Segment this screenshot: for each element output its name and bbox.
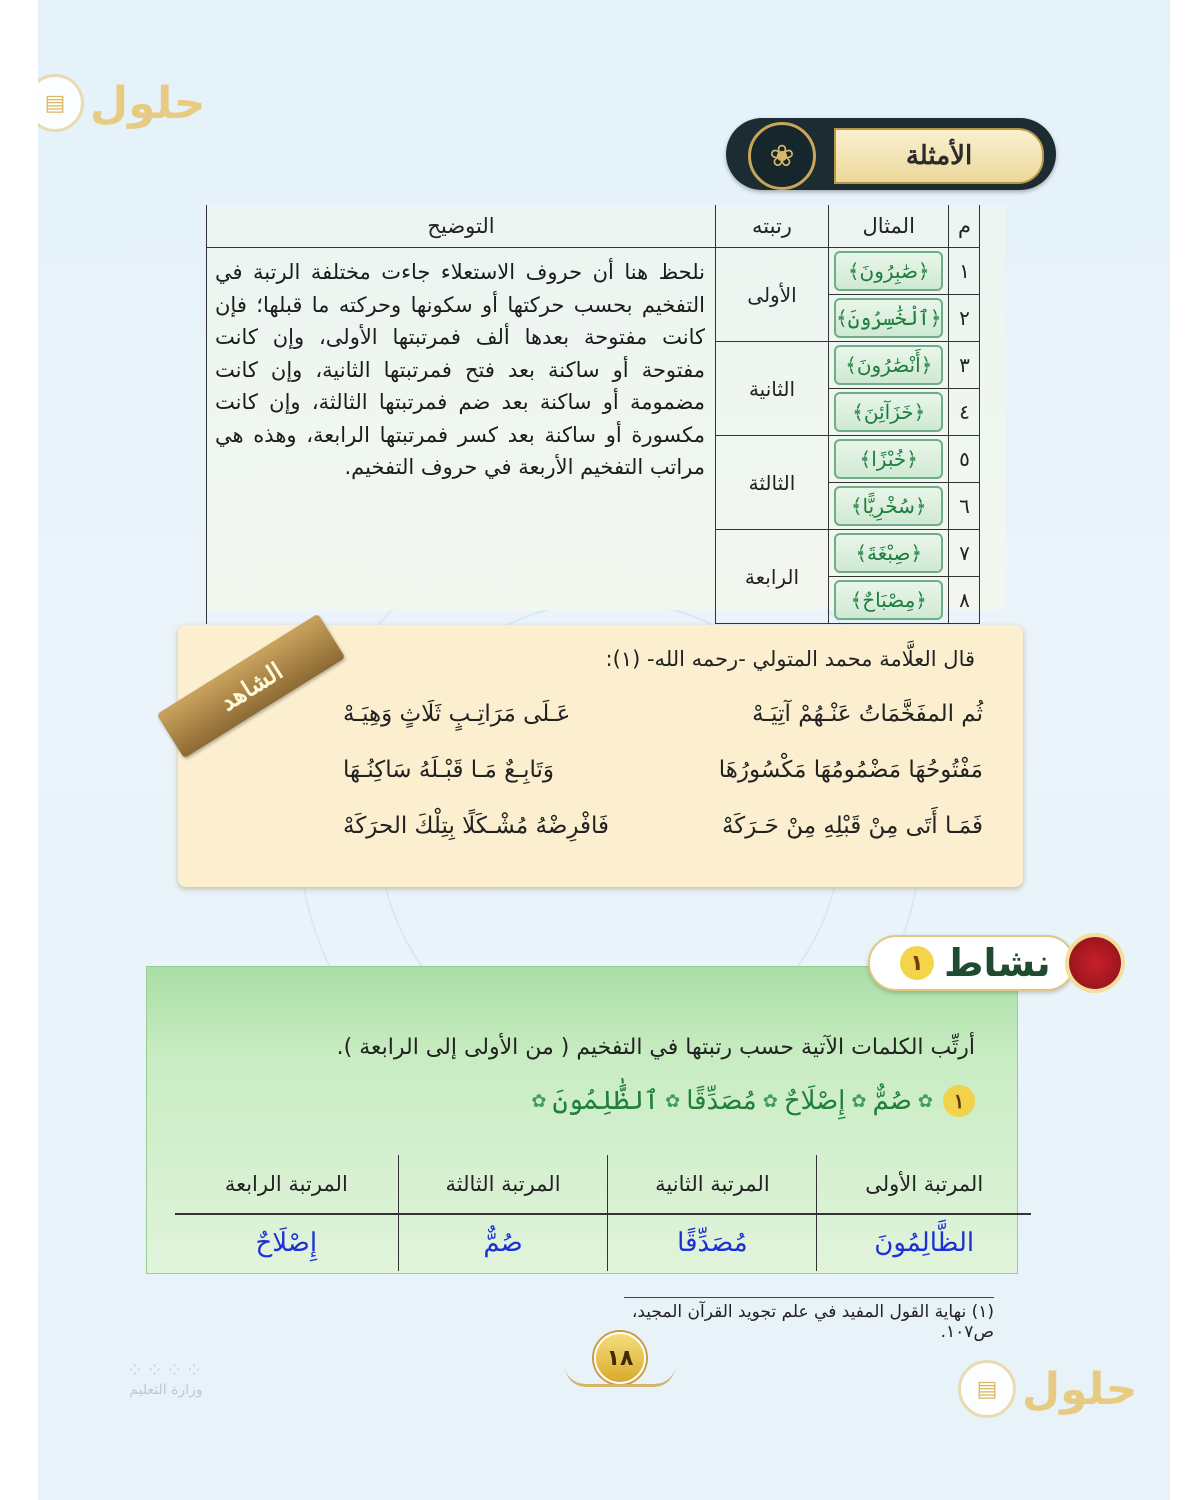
- rank-answer: صُمٌّ: [398, 1214, 608, 1271]
- explanation-text: نلحظ هنا أن حروف الاستعلاء جاءت مختلفة الرتبة في التفخيم بحسب حركتها أو سكونها وحركته ما قبلها؛ فإن كانت مفتوحة بعدها ألف فمرتبتها الأولى، وإن كانت مفتوحة أو ساكنة بعد فتح فمرتبتها الثانية، وإن كانت مضمومة أو ساكنة بعد ضم فمرتبتها الثالثة، وإن كانت مكسورة أو ساكنة بعد كسر فمرتبتها الرابعة، وهذه هي مراتب التفخيم الأربعة في حروف التفخيم.: [207, 248, 716, 624]
- activity-word: صُمٌّ: [872, 1086, 912, 1116]
- verse-line: [343, 701, 983, 727]
- activity-box: [146, 966, 1018, 1274]
- table-row: ٨ ﴿مِصْبَاحٌ﴾: [207, 577, 980, 624]
- example-word: ﴿مِصْبَاحٌ﴾: [834, 580, 943, 620]
- example-word: ﴿أَنْصَٰرُونَ﴾: [834, 345, 943, 385]
- example-word: ﴿صَٰبِرُونَ﴾: [834, 251, 943, 291]
- ornament-icon: ✿: [917, 1090, 933, 1112]
- page-number-badge: ١٨: [594, 1332, 646, 1384]
- example-word: ﴿خَزَآئِنَ﴾: [834, 392, 943, 432]
- watermark-top: ▤ حلول: [38, 74, 205, 132]
- verse-line: [343, 813, 983, 839]
- verse-line: [343, 757, 983, 783]
- ranking-answer-row: [175, 1214, 1031, 1271]
- rank-cell: الأولى: [716, 248, 829, 342]
- example-word: ﴿صِبْغَةَ﴾: [834, 533, 943, 573]
- verse-first-half: فَمَـا أَتَى مِنْ قَبْلِهِ مِنْ حَـرَكَهْ: [721, 813, 983, 839]
- shahed-ribbon: الشاهد: [157, 614, 346, 759]
- page-number: [565, 1318, 675, 1398]
- rank-header: المرتبة الأولى: [817, 1155, 1031, 1214]
- ministry-logo-icon: ⁘⁘⁘⁘: [126, 1358, 206, 1382]
- example-word: ﴿ٱلْخَٰسِرُونَ﴾: [834, 298, 943, 338]
- table-row: ٢ ﴿ٱلْخَٰسِرُونَ﴾: [207, 295, 980, 342]
- example-word: ﴿خُبْزًا﴾: [834, 439, 943, 479]
- shahed-intro: قال العلَّامة محمد المتولي -رحمه الله- (١):: [605, 647, 975, 671]
- rank-header: المرتبة الرابعة: [175, 1155, 398, 1214]
- example-word: ﴿سُخْرِيًّا﴾: [834, 486, 943, 526]
- ornament-icon: ✿: [762, 1090, 778, 1112]
- activity-instruction: أرتِّب الكلمات الآتية حسب رتبتها في التفخيم ( من الأولى إلى الرابعة ).: [336, 1035, 975, 1060]
- verse-second-half: وَتَابِـعٌ مَـا قَبْـلَهُ سَاكِنُـهَا: [343, 757, 555, 783]
- verse-first-half: ثُم المفَخَّمَاتُ عَنْـهُمْ آتِيَـهْ: [752, 701, 983, 727]
- header-rank: رتبته: [716, 205, 829, 248]
- activity-word: مُصَدِّقًا: [686, 1086, 757, 1116]
- examples-table: [206, 205, 980, 624]
- rank-cell: الثانية: [716, 342, 829, 436]
- table-row: ٦ ﴿سُخْرِيًّا﴾: [207, 483, 980, 530]
- table-row: ٥ ﴿خُبْزًا﴾ الثالثة: [207, 436, 980, 483]
- rank-answer: الظَّالِمُونَ: [817, 1214, 1031, 1271]
- rank-header: المرتبة الثانية: [608, 1155, 817, 1214]
- item-number: ١: [943, 1085, 975, 1117]
- book-icon: ▤: [958, 1360, 1016, 1418]
- table-row: ٧ ﴿صِبْغَةَ﴾ الرابعة: [207, 530, 980, 577]
- header-example: المثال: [829, 205, 949, 248]
- book-icon: ▤: [38, 74, 84, 132]
- ornament-icon: ✿: [531, 1090, 547, 1112]
- watermark-bottom: ▤ حلول: [958, 1360, 1137, 1418]
- rank-answer: إِصْلَاحٌ: [255, 1228, 318, 1258]
- footnote: (١) نهاية القول المفيد في علم تجويد القرآن المجيد، ص١٠٧.: [624, 1297, 994, 1342]
- rank-answer: مُصَدِّقًا: [608, 1214, 817, 1271]
- ranking-table: [175, 1155, 1031, 1271]
- section-title: الأمثلة: [905, 141, 973, 171]
- wax-seal-icon: [1069, 937, 1121, 989]
- verse-second-half: عَـلَى مَرَاتِـبٍ ثَلَاثٍ وَهِيَـهْ: [343, 701, 571, 727]
- table-row: ٣ ﴿أَنْصَٰرُونَ﴾ الثانية: [207, 342, 980, 389]
- textbook-page: [38, 0, 1170, 1500]
- page-ornament: [565, 1366, 675, 1387]
- ranking-header-row: [175, 1155, 1031, 1214]
- table-row: ٤ ﴿خَزَآئِنَ﴾: [207, 389, 980, 436]
- section-banner: [726, 118, 1056, 190]
- activity-word: ٱلظَّٰلِمُونَ: [552, 1086, 660, 1116]
- activity-label: نشاط: [944, 941, 1051, 985]
- header-explanation: التوضيح: [207, 205, 716, 248]
- activity-number: ١: [900, 946, 934, 980]
- rank-cell: الثالثة: [716, 436, 829, 530]
- table-header-row: [207, 205, 980, 248]
- flower-icon: ❀: [748, 122, 816, 190]
- table-row: ١ ﴿صَٰبِرُونَ﴾ الأولى نلحظ هنا أن حروف الاستعلاء جاءت مختلفة الرتبة في التفخيم بحسب حركتها أو سكونها وحركته ما قبلها؛ فإن كانت مفتوحة بعدها ألف فمرتبتها الأولى، وإن كانت مفتوحة أو ساكنة بعد فتح فمرتبتها الثانية، وإن كانت مضمومة أو ساكنة بعد ضم فمرتبتها الثالثة، وإن كانت مكسورة أو ساكنة بعد كسر فمرتبتها الرابعة، وهذه هي مراتب التفخيم الأربعة في حروف التفخيم.: [207, 248, 980, 295]
- examples-table-container: [206, 205, 1006, 610]
- activity-title: [868, 932, 1121, 994]
- activity-words: [531, 1085, 975, 1117]
- ornament-icon: ✿: [665, 1090, 681, 1112]
- verse-first-half: مَفْتُوحُهَا مَضْمُومُهَا مَكْسُورُهَا: [718, 757, 983, 783]
- activity-word: إِصْلَاحٌ: [783, 1086, 846, 1116]
- header-num: م: [949, 205, 980, 248]
- rank-cell: الرابعة: [716, 530, 829, 624]
- activity-label-pill: [868, 935, 1075, 991]
- verse-second-half: فَافْرِضْهُ مُشْـكَلًا بِتِلْكَ الحرَكَهْ: [343, 813, 610, 839]
- rank-header: المرتبة الثالثة: [398, 1155, 608, 1214]
- ministry-logo: ⁘⁘⁘⁘ وزارة التعليم: [106, 1358, 226, 1398]
- ornament-icon: ✿: [851, 1090, 867, 1112]
